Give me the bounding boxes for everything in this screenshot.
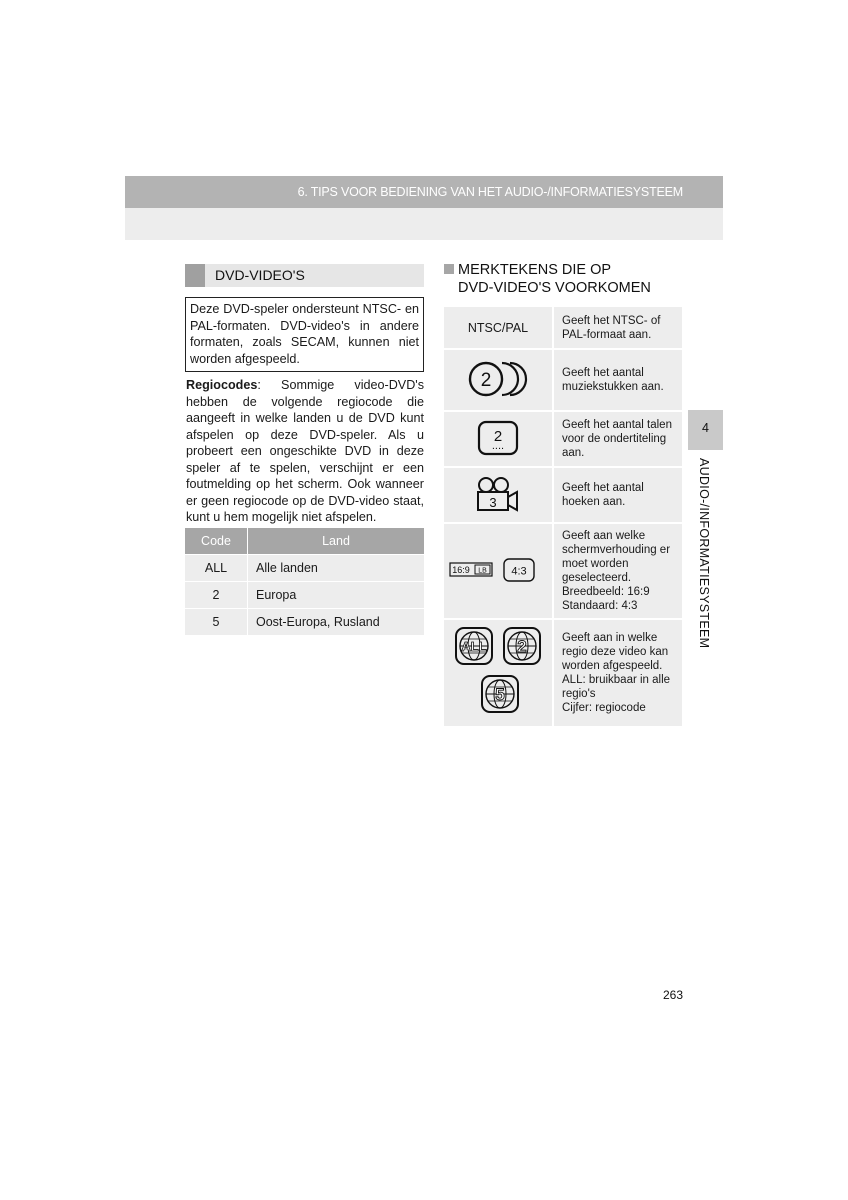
desc-line: Geeft aan in welke regio deze video kan worden afgespeeld. — [562, 632, 669, 672]
audio-tracks-icon — [444, 349, 553, 411]
desc-line: ALL: bruikbaar in alle regio's — [562, 674, 671, 700]
subtitle-count: 2 — [493, 427, 503, 445]
desc-line: Standaard: 4:3 — [562, 600, 638, 612]
table-row — [185, 582, 424, 609]
table-row — [185, 555, 424, 582]
desc-line: Geeft aan welke schermverhouding er moet worden geselecteerd. — [562, 530, 671, 584]
table-row — [444, 411, 682, 467]
mark-description: Geeft het aantal muziekstukken aan. — [553, 349, 682, 411]
mark-description: Geeft het aantal hoeken aan. — [553, 467, 682, 523]
table-row — [444, 467, 682, 523]
code-cell: ALL — [185, 555, 248, 582]
aspect-43-label: 4:3 — [511, 565, 527, 577]
table-row — [444, 619, 682, 727]
header-band — [125, 176, 723, 208]
region-code-table — [185, 528, 424, 635]
section-title: DVD-VIDEO'S — [215, 267, 305, 283]
aspect-lb-label: LB — [478, 567, 487, 574]
section-marker — [185, 264, 205, 287]
camera-angle-count: 3 — [489, 494, 497, 510]
marks-heading-line2: DVD-VIDEO'S VOORKOMEN — [458, 280, 651, 296]
mark-description: Geeft het NTSC- of PAL-formaat aan. — [553, 307, 682, 349]
mark-description: Geeft het aantal talen voor de ondertiteling aan. — [553, 411, 682, 467]
column-header-code: Code — [185, 528, 248, 555]
mark-description — [553, 619, 682, 727]
desc-line: Breedbeeld: 16:9 — [562, 586, 650, 598]
mark-description — [553, 523, 682, 619]
table-row — [444, 307, 682, 349]
audio-tracks-count: 2 — [480, 369, 492, 391]
table-row — [444, 523, 682, 619]
column-header-land: Land — [248, 528, 425, 555]
regio-label: Regiocodes — [186, 378, 258, 392]
chapter-side-label: AUDIO-/INFORMATIESYSTEEM — [697, 458, 711, 649]
land-cell: Europa — [248, 582, 425, 609]
table-header-row — [185, 528, 424, 555]
table-row — [444, 349, 682, 411]
camera-angle-icon — [444, 467, 553, 523]
chapter-title: 6. TIPS VOOR BEDIENING VAN HET AUDIO-/INFORMATIESYSTEEM — [297, 185, 683, 199]
code-cell: 2 — [185, 582, 248, 609]
ntsc-pal-label: NTSC/PAL — [444, 307, 553, 349]
chapter-number: 4 — [702, 421, 709, 435]
regio-text: : Sommige video-DVD's hebben de volgende regiocode die aangeeft in welke landen u de DVD kunt afspelen op deze DVD-speler. Als u probeert een ongeschikte DVD in deze speler af te spelen, verschijnt er een foutmelding op het scherm. Ook wanneer er geen regiocode op de DVD-video staat, kunt u hem mogelijk niet afspelen. — [186, 378, 424, 524]
region-all-label: ALL — [461, 638, 487, 654]
section-heading — [185, 264, 424, 287]
region-5-label: 5 — [495, 684, 505, 704]
aspect-169-label: 16:9 — [452, 564, 470, 575]
heading-marker — [444, 264, 454, 274]
aspect-ratio-icon — [444, 523, 553, 619]
table-row — [185, 609, 424, 636]
subtitle-icon — [444, 411, 553, 467]
marks-heading-line1: MERKTEKENS DIE OP — [458, 262, 612, 278]
desc-line: Cijfer: regiocode — [562, 702, 646, 714]
regio-paragraph — [186, 377, 424, 526]
code-cell: 5 — [185, 609, 248, 636]
land-cell: Oost-Europa, Rusland — [248, 609, 425, 636]
chapter-tab — [688, 410, 723, 450]
marks-table — [444, 307, 682, 728]
marks-heading — [444, 261, 684, 297]
format-note-box: Deze DVD-speler ondersteunt NTSC- en PAL-formaten. DVD-video's in andere formaten, zoals SECAM, kunnen niet worden afgespeeld. — [185, 297, 424, 372]
page-number: 263 — [663, 988, 684, 1002]
region-globe-icon — [444, 619, 553, 727]
region-2-label: 2 — [517, 636, 527, 656]
land-cell: Alle landen — [248, 555, 425, 582]
svg-text:....: .... — [491, 439, 505, 452]
header-band-lower — [125, 208, 723, 240]
